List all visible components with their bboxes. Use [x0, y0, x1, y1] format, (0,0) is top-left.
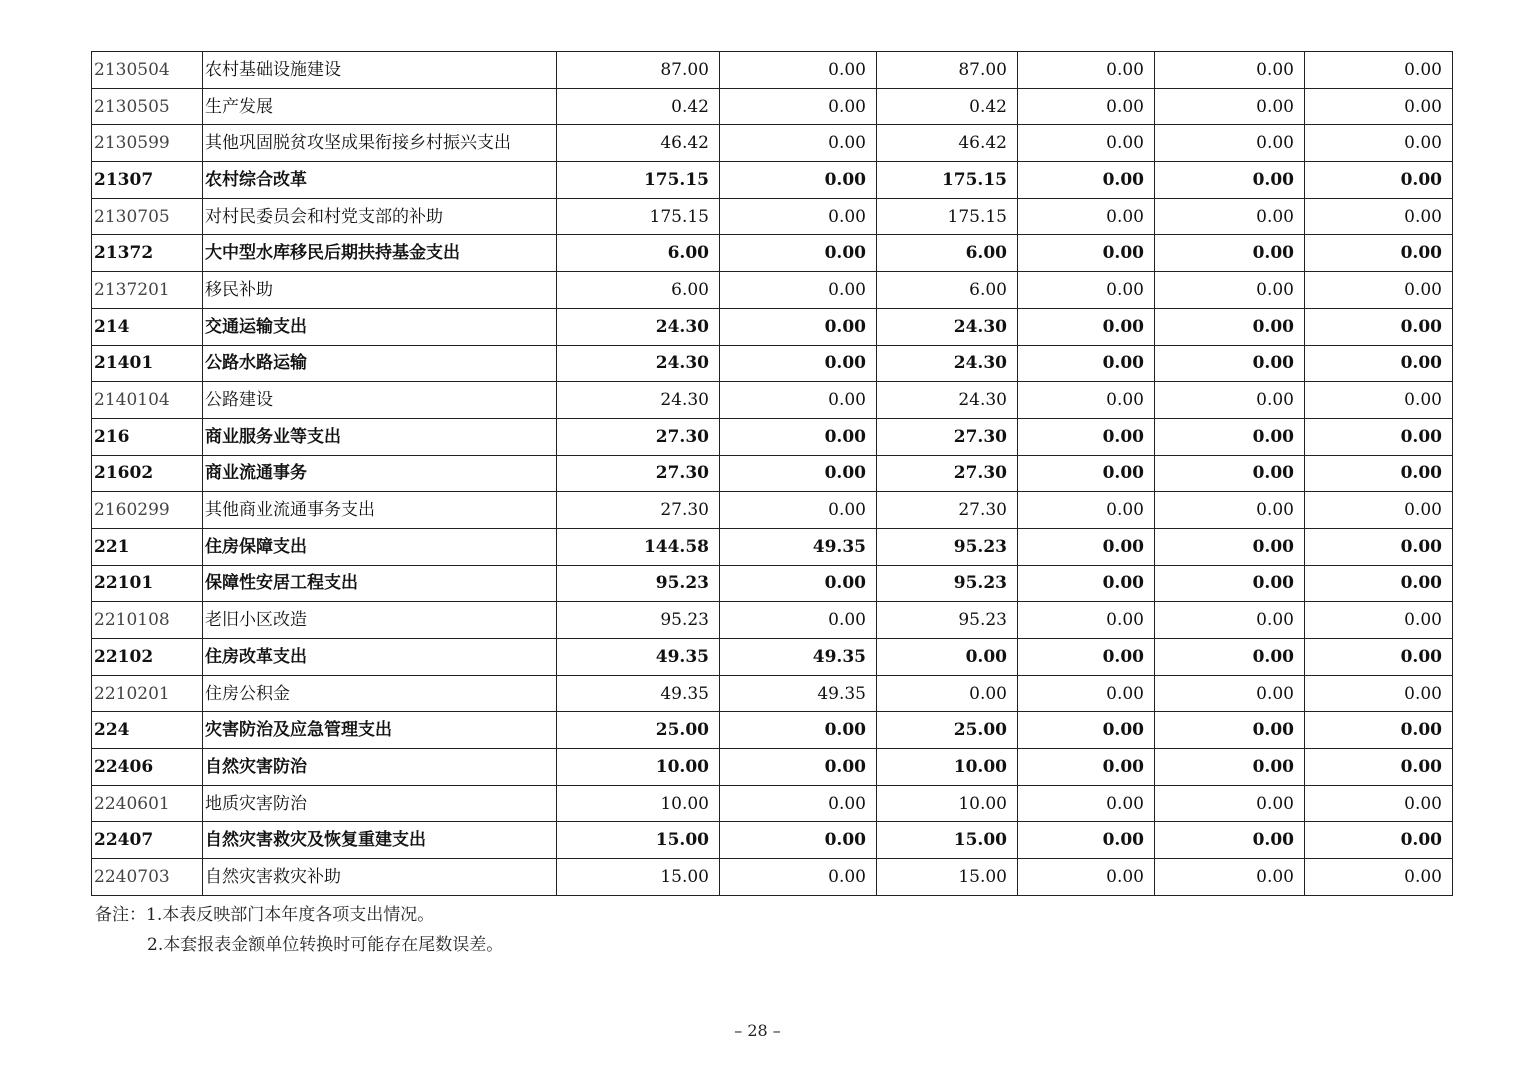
row-name: 农村综合改革: [203, 162, 557, 199]
row-value-col-1: 144.58: [557, 528, 720, 565]
row-name: 住房改革支出: [203, 639, 557, 676]
table-row: [92, 88, 1453, 125]
row-value-col-6: 0.00: [1305, 859, 1453, 896]
row-value-col-6: 0.00: [1305, 639, 1453, 676]
row-value-col-3: 0.00: [877, 639, 1018, 676]
row-value-col-3: 24.30: [877, 345, 1018, 382]
table-row: [92, 528, 1453, 565]
table-row: [92, 785, 1453, 822]
row-value-col-3: 6.00: [877, 272, 1018, 309]
row-value-col-6: 0.00: [1305, 455, 1453, 492]
row-value-col-6: 0.00: [1305, 418, 1453, 455]
row-value-col-2: 0.00: [720, 492, 877, 529]
row-code: 22101: [92, 565, 203, 602]
table-body: [92, 52, 1453, 896]
row-value-col-5: 0.00: [1155, 345, 1305, 382]
notes: [95, 900, 503, 960]
row-value-col-1: 10.00: [557, 785, 720, 822]
row-value-col-2: 0.00: [720, 162, 877, 199]
row-value-col-1: 6.00: [557, 235, 720, 272]
row-code: 2240601: [92, 785, 203, 822]
row-value-col-1: 15.00: [557, 859, 720, 896]
row-value-col-2: 0.00: [720, 712, 877, 749]
row-value-col-6: 0.00: [1305, 675, 1453, 712]
row-value-col-5: 0.00: [1155, 859, 1305, 896]
row-name: 其他巩固脱贫攻坚成果衔接乡村振兴支出: [203, 125, 557, 162]
row-name: 保障性安居工程支出: [203, 565, 557, 602]
note-line-1: 备注：1.本表反映部门本年度各项支出情况。: [95, 905, 435, 925]
row-value-col-2: 0.00: [720, 785, 877, 822]
row-value-col-5: 0.00: [1155, 455, 1305, 492]
table-row: [92, 162, 1453, 199]
table-row: [92, 418, 1453, 455]
row-value-col-3: 27.30: [877, 418, 1018, 455]
row-value-col-4: 0.00: [1018, 455, 1155, 492]
row-value-col-5: 0.00: [1155, 639, 1305, 676]
row-code: 21602: [92, 455, 203, 492]
row-value-col-1: 27.30: [557, 455, 720, 492]
row-value-col-1: 27.30: [557, 418, 720, 455]
row-name: 公路建设: [203, 382, 557, 419]
table-row: [92, 859, 1453, 896]
row-code: 2130505: [92, 88, 203, 125]
row-value-col-4: 0.00: [1018, 528, 1155, 565]
row-value-col-2: 0.00: [720, 418, 877, 455]
row-value-col-1: 24.30: [557, 308, 720, 345]
row-value-col-6: 0.00: [1305, 528, 1453, 565]
row-value-col-4: 0.00: [1018, 418, 1155, 455]
row-value-col-4: 0.00: [1018, 382, 1155, 419]
row-value-col-3: 10.00: [877, 749, 1018, 786]
row-code: 2130705: [92, 198, 203, 235]
row-value-col-3: 46.42: [877, 125, 1018, 162]
table-row: [92, 308, 1453, 345]
row-name: 自然灾害救灾及恢复重建支出: [203, 822, 557, 859]
row-value-col-5: 0.00: [1155, 162, 1305, 199]
row-value-col-1: 15.00: [557, 822, 720, 859]
row-value-col-3: 175.15: [877, 198, 1018, 235]
row-value-col-4: 0.00: [1018, 639, 1155, 676]
row-value-col-4: 0.00: [1018, 859, 1155, 896]
row-value-col-6: 0.00: [1305, 382, 1453, 419]
row-name: 对村民委员会和村党支部的补助: [203, 198, 557, 235]
row-value-col-5: 0.00: [1155, 308, 1305, 345]
table-row: [92, 272, 1453, 309]
row-code: 2210201: [92, 675, 203, 712]
table-row: [92, 455, 1453, 492]
row-value-col-1: 95.23: [557, 565, 720, 602]
row-code: 22407: [92, 822, 203, 859]
row-value-col-3: 95.23: [877, 602, 1018, 639]
row-code: 21372: [92, 235, 203, 272]
row-value-col-3: 87.00: [877, 52, 1018, 89]
row-value-col-6: 0.00: [1305, 785, 1453, 822]
row-name: 大中型水库移民后期扶持基金支出: [203, 235, 557, 272]
row-value-col-3: 6.00: [877, 235, 1018, 272]
row-value-col-6: 0.00: [1305, 492, 1453, 529]
row-code: 2130599: [92, 125, 203, 162]
row-value-col-2: 0.00: [720, 749, 877, 786]
row-value-col-3: 10.00: [877, 785, 1018, 822]
row-value-col-1: 25.00: [557, 712, 720, 749]
row-value-col-1: 95.23: [557, 602, 720, 639]
row-value-col-4: 0.00: [1018, 345, 1155, 382]
row-value-col-5: 0.00: [1155, 822, 1305, 859]
row-value-col-5: 0.00: [1155, 528, 1305, 565]
row-code: 2210108: [92, 602, 203, 639]
page-number: – 28 –: [734, 1021, 781, 1040]
row-value-col-6: 0.00: [1305, 52, 1453, 89]
row-value-col-6: 0.00: [1305, 565, 1453, 602]
row-code: 2137201: [92, 272, 203, 309]
row-value-col-2: 0.00: [720, 272, 877, 309]
row-code: 216: [92, 418, 203, 455]
row-value-col-3: 0.00: [877, 675, 1018, 712]
row-name: 灾害防治及应急管理支出: [203, 712, 557, 749]
row-value-col-4: 0.00: [1018, 125, 1155, 162]
row-name: 地质灾害防治: [203, 785, 557, 822]
row-value-col-2: 49.35: [720, 528, 877, 565]
row-value-col-1: 6.00: [557, 272, 720, 309]
note-line-2: 2.本套报表金额单位转换时可能存在尾数误差。: [147, 935, 504, 955]
row-value-col-6: 0.00: [1305, 125, 1453, 162]
row-name: 住房公积金: [203, 675, 557, 712]
row-value-col-1: 87.00: [557, 52, 720, 89]
row-value-col-6: 0.00: [1305, 822, 1453, 859]
row-value-col-6: 0.00: [1305, 602, 1453, 639]
row-value-col-4: 0.00: [1018, 162, 1155, 199]
row-value-col-1: 24.30: [557, 382, 720, 419]
row-value-col-6: 0.00: [1305, 162, 1453, 199]
row-value-col-6: 0.00: [1305, 235, 1453, 272]
row-name: 自然灾害救灾补助: [203, 859, 557, 896]
row-value-col-5: 0.00: [1155, 565, 1305, 602]
row-value-col-2: 49.35: [720, 675, 877, 712]
row-value-col-1: 27.30: [557, 492, 720, 529]
row-value-col-2: 0.00: [720, 382, 877, 419]
row-value-col-6: 0.00: [1305, 749, 1453, 786]
row-value-col-3: 27.30: [877, 455, 1018, 492]
row-value-col-6: 0.00: [1305, 345, 1453, 382]
row-value-col-2: 0.00: [720, 88, 877, 125]
row-value-col-5: 0.00: [1155, 602, 1305, 639]
table-row: [92, 382, 1453, 419]
row-code: 224: [92, 712, 203, 749]
row-value-col-6: 0.00: [1305, 272, 1453, 309]
row-name: 交通运输支出: [203, 308, 557, 345]
row-value-col-1: 175.15: [557, 198, 720, 235]
row-value-col-5: 0.00: [1155, 749, 1305, 786]
row-value-col-1: 49.35: [557, 675, 720, 712]
row-value-col-4: 0.00: [1018, 675, 1155, 712]
table-row: [92, 675, 1453, 712]
table-row: [92, 52, 1453, 89]
row-value-col-2: 0.00: [720, 455, 877, 492]
row-value-col-4: 0.00: [1018, 565, 1155, 602]
row-value-col-5: 0.00: [1155, 712, 1305, 749]
row-value-col-3: 0.42: [877, 88, 1018, 125]
row-code: 21401: [92, 345, 203, 382]
row-value-col-2: 0.00: [720, 125, 877, 162]
table-row: [92, 712, 1453, 749]
row-value-col-3: 15.00: [877, 859, 1018, 896]
row-value-col-4: 0.00: [1018, 198, 1155, 235]
row-name: 生产发展: [203, 88, 557, 125]
row-value-col-4: 0.00: [1018, 308, 1155, 345]
row-value-col-1: 10.00: [557, 749, 720, 786]
row-value-col-6: 0.00: [1305, 712, 1453, 749]
row-name: 住房保障支出: [203, 528, 557, 565]
row-value-col-4: 0.00: [1018, 712, 1155, 749]
row-value-col-2: 0.00: [720, 822, 877, 859]
row-value-col-4: 0.00: [1018, 52, 1155, 89]
row-value-col-3: 15.00: [877, 822, 1018, 859]
row-name: 农村基础设施建设: [203, 52, 557, 89]
row-name: 自然灾害防治: [203, 749, 557, 786]
row-value-col-5: 0.00: [1155, 272, 1305, 309]
row-value-col-5: 0.00: [1155, 125, 1305, 162]
table-row: [92, 198, 1453, 235]
row-value-col-1: 0.42: [557, 88, 720, 125]
row-value-col-1: 46.42: [557, 125, 720, 162]
expenditure-table: [91, 51, 1453, 896]
row-value-col-4: 0.00: [1018, 88, 1155, 125]
row-code: 214: [92, 308, 203, 345]
row-value-col-4: 0.00: [1018, 749, 1155, 786]
row-value-col-5: 0.00: [1155, 382, 1305, 419]
row-name: 公路水路运输: [203, 345, 557, 382]
row-value-col-2: 0.00: [720, 308, 877, 345]
row-value-col-2: 0.00: [720, 565, 877, 602]
row-value-col-3: 95.23: [877, 565, 1018, 602]
row-code: 2240703: [92, 859, 203, 896]
row-code: 2140104: [92, 382, 203, 419]
row-name: 其他商业流通事务支出: [203, 492, 557, 529]
row-value-col-6: 0.00: [1305, 198, 1453, 235]
row-value-col-2: 0.00: [720, 345, 877, 382]
table-row: [92, 602, 1453, 639]
row-value-col-2: 0.00: [720, 602, 877, 639]
row-value-col-6: 0.00: [1305, 88, 1453, 125]
row-code: 22406: [92, 749, 203, 786]
row-value-col-4: 0.00: [1018, 235, 1155, 272]
row-value-col-5: 0.00: [1155, 492, 1305, 529]
row-value-col-4: 0.00: [1018, 492, 1155, 529]
row-value-col-4: 0.00: [1018, 822, 1155, 859]
row-value-col-5: 0.00: [1155, 88, 1305, 125]
row-value-col-5: 0.00: [1155, 418, 1305, 455]
table-row: [92, 749, 1453, 786]
row-value-col-1: 49.35: [557, 639, 720, 676]
row-name: 商业流通事务: [203, 455, 557, 492]
row-value-col-1: 24.30: [557, 345, 720, 382]
row-value-col-4: 0.00: [1018, 785, 1155, 822]
table-row: [92, 125, 1453, 162]
row-value-col-2: 49.35: [720, 639, 877, 676]
row-code: 221: [92, 528, 203, 565]
row-code: 2160299: [92, 492, 203, 529]
row-value-col-2: 0.00: [720, 859, 877, 896]
row-value-col-5: 0.00: [1155, 198, 1305, 235]
row-name: 老旧小区改造: [203, 602, 557, 639]
row-name: 商业服务业等支出: [203, 418, 557, 455]
row-value-col-6: 0.00: [1305, 308, 1453, 345]
row-value-col-5: 0.00: [1155, 52, 1305, 89]
row-value-col-5: 0.00: [1155, 235, 1305, 272]
row-value-col-3: 24.30: [877, 382, 1018, 419]
row-code: 22102: [92, 639, 203, 676]
row-value-col-1: 175.15: [557, 162, 720, 199]
row-value-col-2: 0.00: [720, 198, 877, 235]
table-row: [92, 492, 1453, 529]
row-value-col-5: 0.00: [1155, 785, 1305, 822]
table-row: [92, 235, 1453, 272]
row-name: 移民补助: [203, 272, 557, 309]
row-value-col-5: 0.00: [1155, 675, 1305, 712]
row-value-col-3: 25.00: [877, 712, 1018, 749]
row-value-col-2: 0.00: [720, 52, 877, 89]
table-row: [92, 565, 1453, 602]
row-value-col-3: 27.30: [877, 492, 1018, 529]
row-code: 2130504: [92, 52, 203, 89]
row-value-col-3: 24.30: [877, 308, 1018, 345]
row-value-col-3: 175.15: [877, 162, 1018, 199]
row-value-col-3: 95.23: [877, 528, 1018, 565]
row-code: 21307: [92, 162, 203, 199]
table-row: [92, 345, 1453, 382]
table-row: [92, 639, 1453, 676]
table-row: [92, 822, 1453, 859]
row-value-col-4: 0.00: [1018, 602, 1155, 639]
row-value-col-4: 0.00: [1018, 272, 1155, 309]
row-value-col-2: 0.00: [720, 235, 877, 272]
